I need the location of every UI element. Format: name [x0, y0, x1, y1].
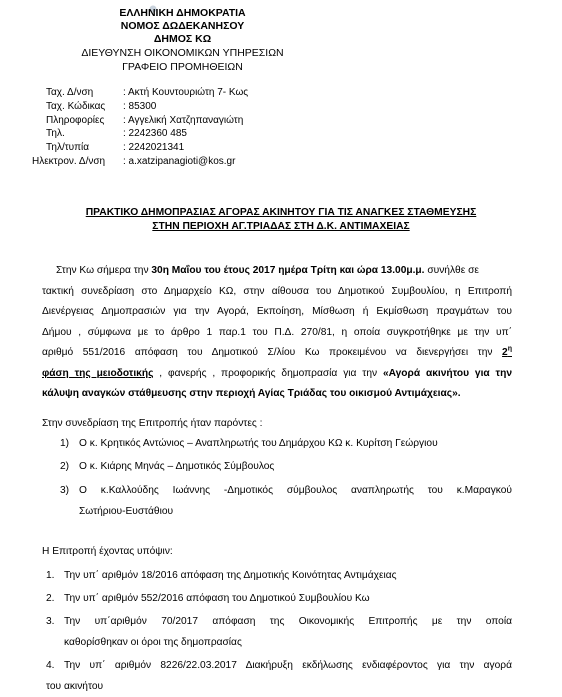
contact-value: : 2242021341 — [123, 142, 185, 154]
contact-value: : 2242360 485 — [123, 128, 187, 140]
paragraph-line: Δήμου , σύμφωνα με το άρθρο 1 παρ.1 του Π.Δ. 270/81, η οποία συγκροτήθηκε με την υπ΄ — [42, 326, 512, 338]
list-number: 2) — [60, 461, 70, 472]
list-number: 2. — [46, 593, 55, 604]
contact-value: : Ακτή Κουντουριώτη 7- Κως — [123, 87, 249, 98]
header-republic: ΕΛΛΗΝΙΚΗ ΔΗΜΟΚΡΑΤΙΑ — [119, 7, 246, 19]
paragraph-line: Διενέργειας Δημοπρασιών για την Αγορά, Εκποίηση, Μίσθωση ή Εκμίσθωση πραγμάτων του — [42, 306, 512, 317]
header-prefecture: ΝΟΜΟΣ ΔΩΔΕΚΑΝΗΣΟΥ — [120, 20, 245, 32]
contact-label: Ταχ. Δ/νση — [46, 87, 94, 98]
document-title-line2: ΣΤΗΝ ΠΕΡΙΟΧΗ ΑΓ.ΤΡΙΑΔΑΣ ΣΤΗ Δ.Κ. ΑΝΤΙΜΑΧΕΙΑΣ — [152, 221, 410, 232]
header-directorate: ΔΙΕΥΘΥΝΣΗ ΟΙΚΟΝΟΜΙΚΩΝ ΥΠΗΡΕΣΙΩΝ — [81, 47, 284, 59]
paragraph-line: κάλυψη αναγκών στάθμευσης στην περιοχή Αγίας Τριάδας του οικισμού Αντιμάχειας». — [42, 388, 461, 399]
contact-label: Πληροφορίες — [46, 114, 105, 126]
contact-value: : Αγγελική Χατζηπαναγιώτη — [123, 114, 244, 126]
list-item: Την υπ΄ αριθμόν 18/2016 απόφαση της Δημοτικής Κοινότητας Αντιμάχειας — [64, 570, 397, 581]
contact-label: Τηλ/τυπία — [46, 142, 90, 154]
list-number: 3) — [60, 485, 70, 496]
list-item: Ο κ.Καλλούδης Ιωάννης -Δημοτικός σύμβουλος αναπληρωτής του κ.Μαραγκού Σωτήριου-Ευστάθιου — [79, 485, 512, 517]
considering-intro: Η Επιτροπή έχοντας υπόψιν: — [42, 546, 173, 557]
list-item: Ο κ. Κιάρης Μηνάς – Δημοτικός Σύμβουλος — [79, 461, 275, 472]
list-number: 1) — [60, 438, 70, 449]
contact-label: Ηλεκτρον. Δ/νση — [32, 155, 106, 167]
paragraph-line: φάση της μειοδοτικής , φανερής , προφορικής δημοπρασία για την «Αγορά ακινήτου για την — [42, 367, 512, 379]
list-item: Την υπ΄ αριθμόν 552/2016 απόφαση του Δημοτικού Συμβουλίου Κω — [64, 593, 370, 604]
document-title-line1: ΠΡΑΚΤΙΚΟ ΔΗΜΟΠΡΑΣΙΑΣ ΑΓΟΡΑΣ ΑΚΙΝΗΤΟΥ ΓΙΑ ΤΙΣ ΑΝΑΓΚΕΣ ΣΤΑΘΜΕΥΣΗΣ — [85, 207, 477, 218]
list-number: 4. — [46, 660, 55, 671]
paragraph-line: τακτική συνεδρίαση στο Δημαρχείο ΚΩ, στην αίθουσα του Δημοτικού Συμβουλίου, η Επιτροπή — [42, 285, 512, 297]
paragraph-line: αριθμό 551/2016 απόφαση του Δημοτικού Σ/λίου Κω προκειμένου να διενεργήσει την $2^\eta$ — [42, 345, 512, 358]
paragraph-line: Στην Κω σήμερα την 30η Μαΐου του έτους 2017 ημέρα Τρίτη και ώρα 13.00μ.μ. συνήλθε σε — [56, 265, 479, 276]
contact-label: Τηλ. — [46, 128, 65, 140]
header-office: ΓΡΑΦΕΙΟ ΠΡΟΜΗΘΕΙΩΝ — [122, 61, 243, 73]
list-number: 1. — [46, 570, 55, 581]
contact-label: Ταχ. Κώδικας — [46, 100, 106, 112]
contact-value: : a.xatzipanagioti@kos.gr — [123, 155, 236, 167]
header-municipality: ΔΗΜΟΣ ΚΩ — [153, 33, 212, 45]
contact-value: : 85300 — [123, 100, 157, 112]
list-item: Ο κ. Κρητικός Αντώνιος – Αναπληρωτής του Δημάρχου ΚΩ κ. Κυρίτση Γεώργιου — [79, 438, 438, 449]
list-number: 3. — [46, 616, 55, 627]
list-item: Την υπ΄ αριθμόν 8226/22.03.2017 Διακήρυξη εκδήλωσης ενδιαφέροντος για την αγορά του ακινήτου — [46, 660, 512, 692]
main-paragraph — [42, 261, 512, 405]
present-intro: Στην συνεδρίαση της Επιτροπής ήταν παρόντες : — [42, 418, 263, 429]
list-item: Την υπ΄αριθμόν 70/2017 απόφαση της Οικονομικής Επιτροπής με την οποία καθορίσθηκαν οι όροι της δημοπρασίας — [64, 616, 512, 648]
